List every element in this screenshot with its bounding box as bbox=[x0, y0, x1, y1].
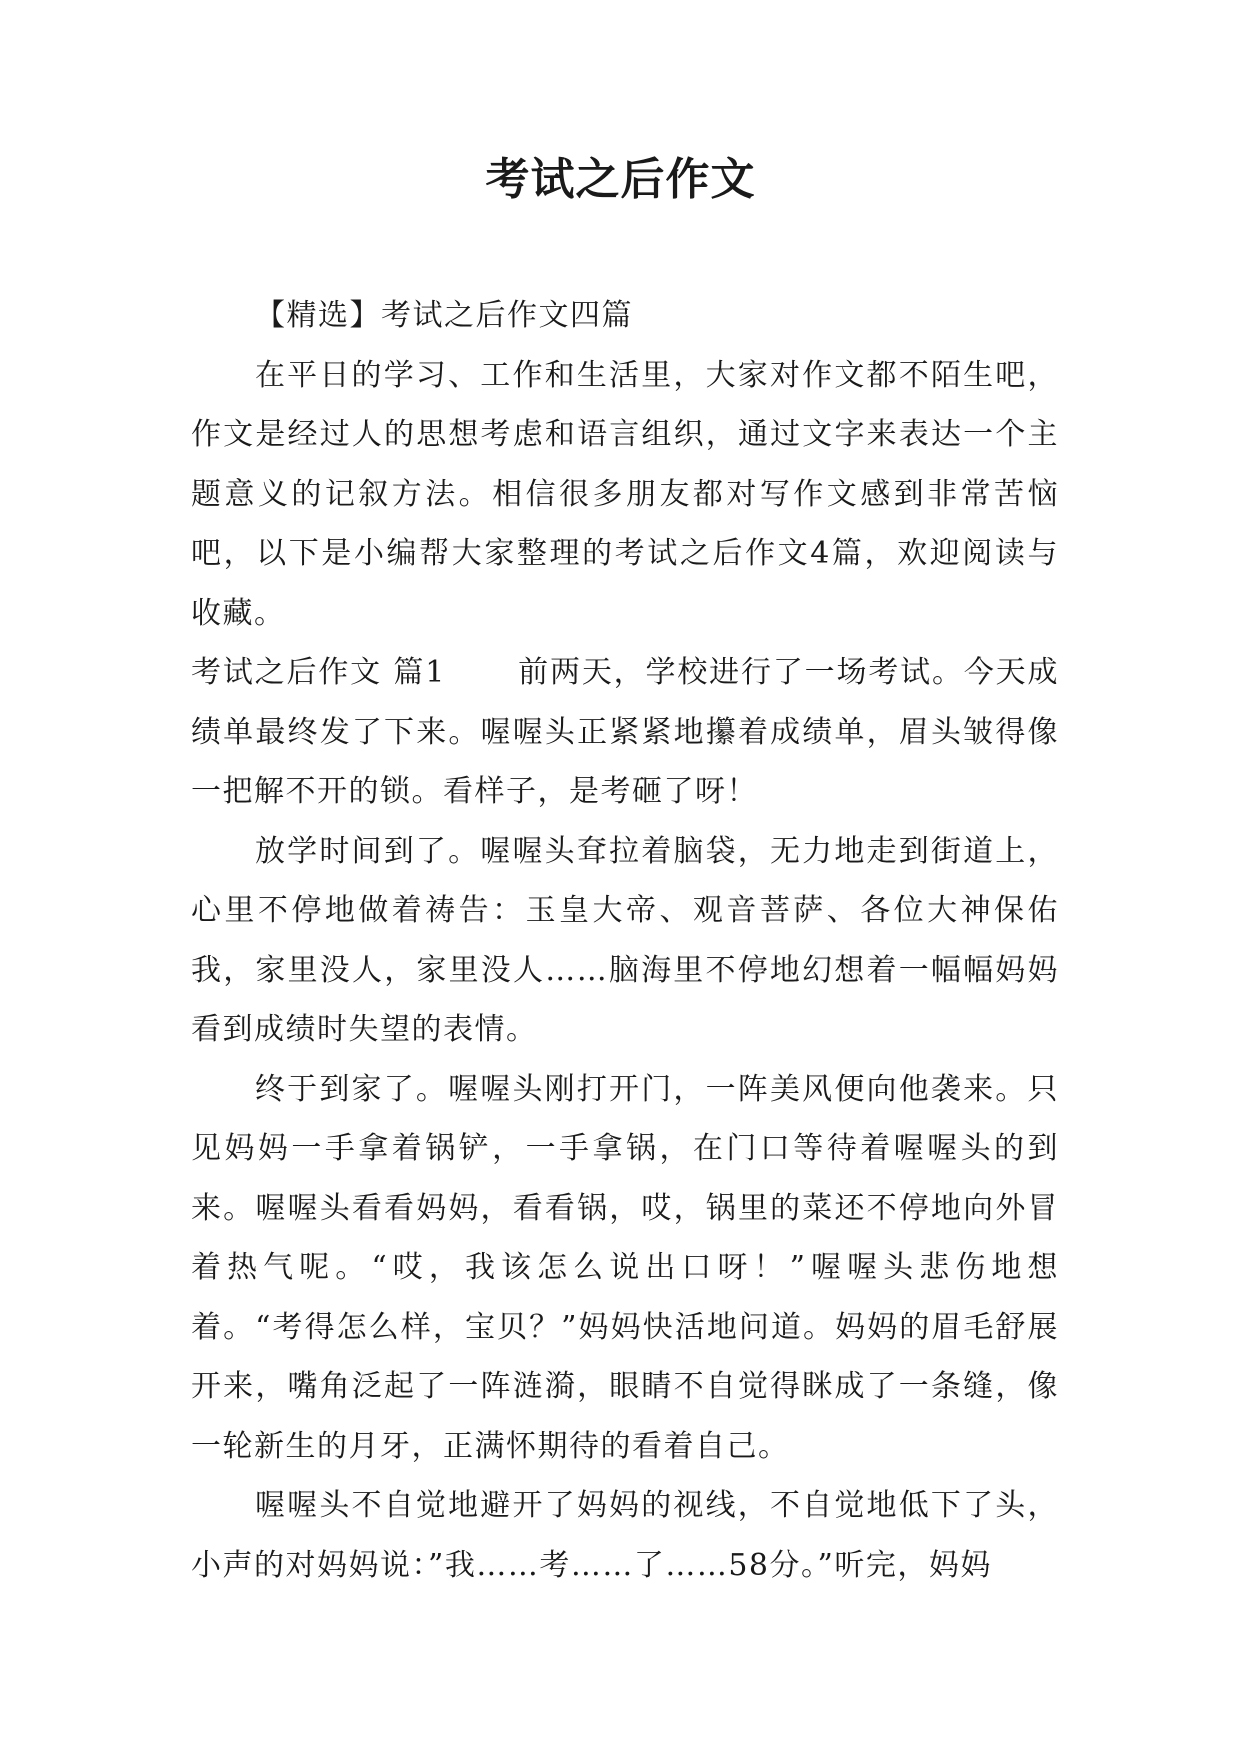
document-body bbox=[191, 286, 1059, 1595]
section1-first-paragraph bbox=[191, 643, 1059, 822]
section1-paragraph-4: 喔喔头不自觉地避开了妈妈的视线，不自觉地低下了头，小声的对妈妈说：”我……考……了……58分。”听完，妈妈 bbox=[191, 1488, 1059, 1583]
document-title: 考试之后作文 bbox=[485, 154, 756, 205]
intro-paragraph: 在平日的学习、工作和生活里，大家对作文都不陌生吧，作文是经过人的思想考虑和语言组织，通过文字来表达一个主题意义的记叙方法。相信很多朋友都对写作文感到非常苦恼吧，以下是小编帮大家整理的考试之后作文4篇，欢迎阅读与收藏。 bbox=[191, 357, 1059, 631]
section1-heading: 考试之后作文 篇1 bbox=[191, 655, 446, 690]
section1-paragraph-1: 前两天，学校进行了一场考试。今天成绩单最终发了下来。喔喔头正紧紧地攥着成绩单，眉头皱得像一把解不开的锁。看样子，是考砸了呀！ bbox=[191, 655, 1060, 809]
section1-paragraph-3: 终于到家了。喔喔头刚打开门，一阵美风便向他袭来。只见妈妈一手拿着锅铲，一手拿锅，在门口等待着喔喔头的到来。喔喔头看看妈妈，看看锅，哎，锅里的菜还不停地向外冒着热气呢。“哎，我该怎么说出口呀！”喔喔头悲伤地想着。“考得怎么样，宝贝？”妈妈快活地问道。妈妈的眉毛舒展开来，嘴角泛起了一阵涟漪，眼睛不自觉得眯成了一条缝，像一轮新生的月牙，正满怀期待的看着自己。 bbox=[191, 1071, 1059, 1464]
section1-paragraph-2: 放学时间到了。喔喔头耷拉着脑袋，无力地走到街道上，心里不停地做着祷告：玉皇大帝、观音菩萨、各位大神保佑我，家里没人，家里没人……脑海里不停地幻想着一幅幅妈妈看到成绩时失望的表情。 bbox=[191, 833, 1059, 1047]
subtitle-paragraph: 【精选】考试之后作文四篇 bbox=[255, 298, 633, 333]
